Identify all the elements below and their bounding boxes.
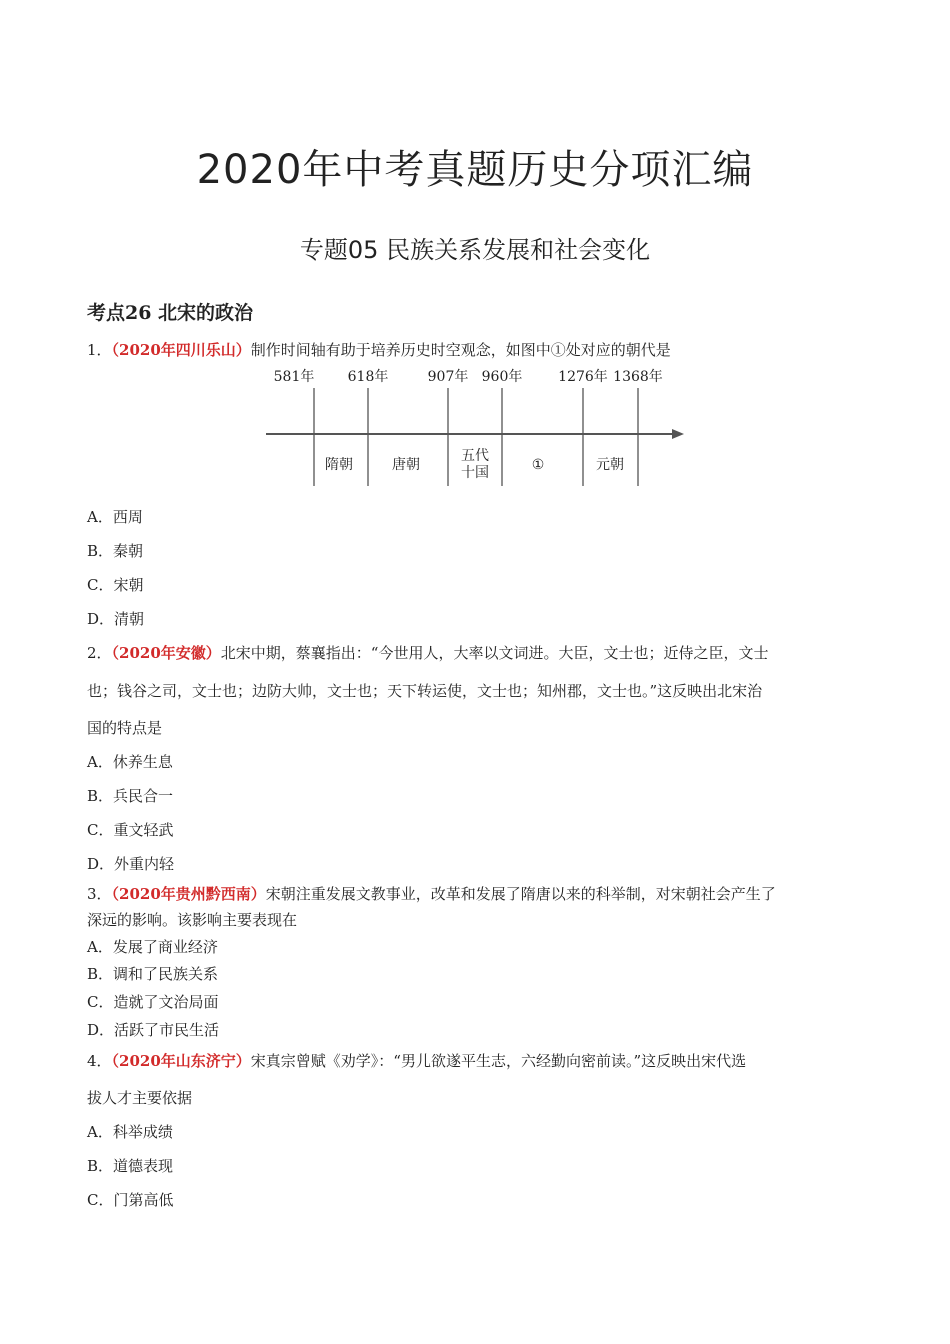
question-text: 北宋中期，蔡襄指出：“今世用人，大率以文词进。大臣，文士也；近侍之臣，文士: [220, 644, 769, 662]
question-text: 宋真宗曾赋《劝学》：“男儿欲遂平生志，六经勤向密前读。”这反映出宋代选: [250, 1052, 747, 1070]
answer-option: C．重文轻武: [87, 821, 174, 839]
question-2-stem: [87, 642, 768, 663]
question-source: （2020年贵州黔西南）: [111, 885, 266, 903]
answer-option: B．调和了民族关系: [87, 965, 219, 983]
timeline-year-label: 581年: [273, 369, 315, 385]
question-1-stem: [87, 339, 671, 360]
timeline-period-label: 十国: [461, 465, 489, 481]
answer-option: D．外重内轻: [87, 855, 175, 873]
answer-option: C．门第高低: [87, 1191, 174, 1209]
timeline-period-label: ①: [531, 457, 545, 473]
timeline-period-label: 五代: [461, 448, 489, 464]
timeline-year-label: 618年: [347, 369, 389, 385]
page-title: 2020年中考真题历史分项汇编: [196, 147, 754, 193]
timeline-year-label: 1276年: [558, 369, 608, 385]
question-number: 1．: [87, 341, 112, 359]
timeline-year-label: 1368年: [613, 369, 663, 385]
answer-option: B．兵民合一: [87, 787, 174, 805]
timeline-period-label: 隋朝: [325, 457, 353, 473]
answer-option: C．宋朝: [87, 576, 144, 594]
answer-option: D．活跃了市民生活: [87, 1021, 220, 1039]
answer-option: C．造就了文治局面: [87, 993, 219, 1011]
question-number: 3．: [87, 885, 112, 903]
timeline-arrow-icon: [672, 429, 684, 439]
answer-option: A．发展了商业经济: [87, 938, 218, 956]
answer-option: A．休养生息: [87, 753, 173, 771]
question-source: （2020年四川乐山）: [111, 341, 251, 359]
question-text-line: 国的特点是: [87, 719, 163, 737]
question-text: 宋朝注重发展文教事业，改革和发展了隋唐以来的科举制，对宋朝社会产生了: [265, 885, 776, 903]
question-number: 2．: [87, 644, 112, 662]
question-number: 4．: [87, 1052, 112, 1070]
timeline-period-label: 唐朝: [392, 457, 420, 473]
question-text-line: 深远的影响。该影响主要表现在: [87, 911, 298, 929]
timeline-period-label: 元朝: [596, 457, 624, 473]
answer-option: A．西周: [87, 508, 143, 526]
timeline-year-label: 960年: [481, 369, 523, 385]
section-heading: 考点26 北宋的政治: [87, 302, 254, 324]
answer-option: D．清朝: [87, 610, 145, 628]
question-text: 制作时间轴有助于培养历史时空观念，如图中①处对应的朝代是: [250, 341, 671, 359]
question-text-line: 也；钱谷之司，文士也；边防大帅，文士也；天下转运使，文士也；知州郡，文士也。”这反映出北宋治: [87, 682, 763, 700]
answer-option: B．道德表现: [87, 1157, 174, 1175]
answer-option: A．科举成绩: [87, 1123, 173, 1141]
question-source: （2020年山东济宁）: [111, 1052, 251, 1070]
answer-option: B．秦朝: [87, 542, 144, 560]
question-text-line: 拔人才主要依据: [87, 1089, 193, 1107]
question-4-stem: [87, 1050, 746, 1071]
timeline-diagram: [260, 364, 690, 492]
topic-subtitle: 专题05 民族关系发展和社会变化: [299, 236, 651, 264]
timeline-year-label: 907年: [427, 369, 469, 385]
question-3-stem: [87, 883, 776, 904]
question-source: （2020年安徽）: [111, 644, 221, 662]
